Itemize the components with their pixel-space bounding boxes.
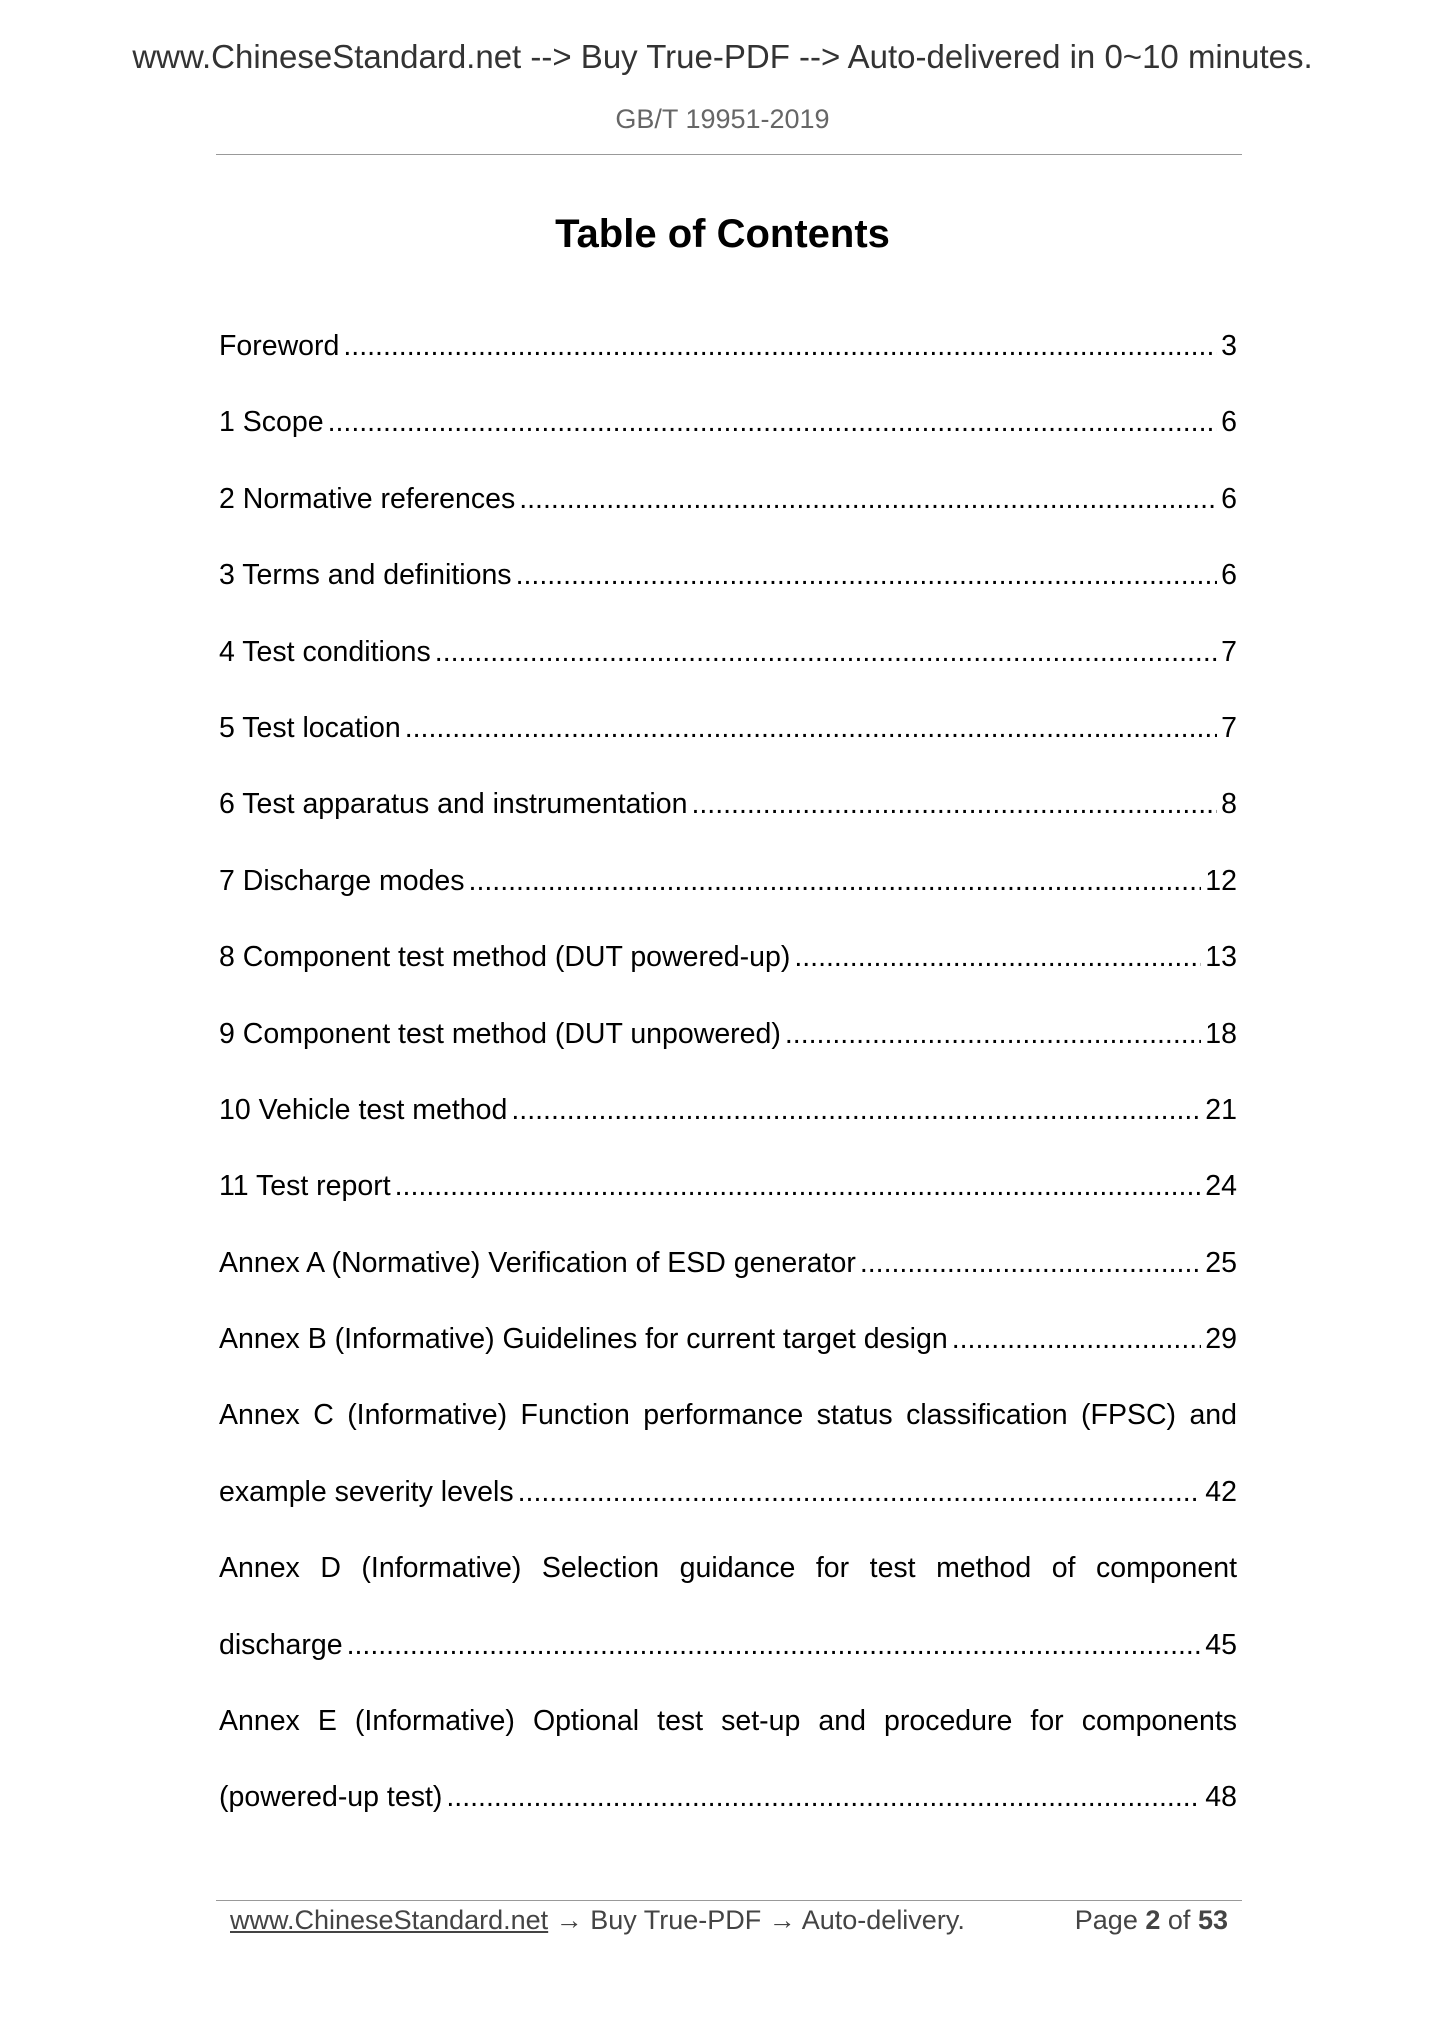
toc-entry-terms-definitions[interactable] (219, 537, 1237, 613)
footer-site-link[interactable]: www.ChineseStandard.net (230, 1905, 549, 1935)
toc-entry-page: 21 (1205, 1093, 1237, 1126)
toc-entry-title: discharge (219, 1628, 343, 1661)
toc-entry-page: 24 (1205, 1170, 1237, 1203)
toc-leader (328, 384, 1218, 460)
toc-entry-page: 6 (1221, 406, 1237, 439)
toc-leader (519, 461, 1217, 537)
footer-divider (216, 1900, 1242, 1901)
toc-entry-normative-references[interactable] (219, 461, 1237, 537)
toc-entry-component-powered[interactable] (219, 919, 1237, 995)
toc-entry-test-conditions[interactable] (219, 614, 1237, 690)
toc-entry-title: 3 Terms and definitions (219, 559, 512, 592)
toc-entry-foreword[interactable] (219, 308, 1237, 384)
toc-entry-title: (powered-up test) (219, 1781, 443, 1814)
toc-entry-page: 29 (1205, 1323, 1237, 1356)
page-of: of (1167, 1905, 1191, 1935)
toc-entry-component-unpowered[interactable] (219, 996, 1237, 1072)
toc-entry-title: Foreword (219, 330, 340, 362)
page-label: Page (1074, 1905, 1138, 1935)
toc-entry-title: 9 Component test method (DUT unpowered) (219, 1017, 781, 1050)
toc-entry-page: 13 (1205, 941, 1237, 974)
standard-code: GB/T 19951-2019 (615, 104, 830, 134)
toc-entry-page: 8 (1221, 788, 1237, 821)
toc-entry-title: 1 Scope (219, 406, 324, 439)
toc-leader (511, 1072, 1201, 1148)
toc-entry-page: 6 (1221, 482, 1237, 515)
toc-entry-page: 7 (1221, 711, 1237, 744)
toc-leader (395, 1148, 1202, 1224)
toc-entry-title: 7 Discharge modes (219, 864, 465, 897)
toc-entry-title: Annex B (Informative) Guidelines for current target design (219, 1323, 948, 1356)
top-banner: www.ChineseStandard.net --> Buy True-PDF --> Auto-delivered in 0~10 minutes. (132, 38, 1313, 75)
toc-entry-title: 4 Test conditions (219, 635, 431, 668)
toc-entry-title: 6 Test apparatus and instrumentation (219, 788, 688, 821)
toc-entry-annex-e-line1[interactable]: Annex E (Informative) Optional test set-up and procedure for components (219, 1705, 1237, 1738)
toc-title: Table of Contents (555, 212, 890, 256)
footer-left (230, 1905, 965, 1936)
toc-leader (691, 766, 1217, 842)
toc-leader (343, 308, 1217, 384)
toc-entry-page: 6 (1221, 559, 1237, 592)
header-divider (216, 154, 1242, 155)
toc-entry-page: 25 (1205, 1246, 1237, 1279)
toc-entry-page: 3 (1221, 330, 1237, 362)
page-total: 53 (1197, 1905, 1228, 1935)
page-number (1075, 1905, 1228, 1936)
page-footer (230, 1905, 1228, 1936)
toc-entry-page: 7 (1221, 635, 1237, 668)
toc-entry-page: 45 (1205, 1628, 1237, 1661)
toc-entry-annex-a[interactable] (219, 1225, 1237, 1301)
toc-entry-page: 48 (1205, 1781, 1237, 1814)
toc-leader (518, 1454, 1202, 1530)
toc-entry-page: 18 (1205, 1017, 1237, 1050)
toc-entry-annex-c-line2[interactable] (219, 1454, 1237, 1530)
toc-entry-title: Annex A (Normative) Verification of ESD generator (219, 1246, 856, 1279)
toc-leader (446, 1759, 1201, 1835)
toc-entry-annex-d-line2[interactable] (219, 1607, 1237, 1683)
toc-entry-title: 8 Component test method (DUT powered-up) (219, 941, 791, 974)
toc-entry-test-location[interactable] (219, 690, 1237, 766)
toc-entry-title: example severity levels (219, 1475, 514, 1508)
toc-entry-annex-b[interactable] (219, 1301, 1237, 1377)
toc-entry-title: 5 Test location (219, 711, 401, 744)
toc-entry-page: 42 (1205, 1475, 1237, 1508)
toc-entry-test-apparatus[interactable] (219, 766, 1237, 842)
toc-entry-page: 12 (1205, 864, 1237, 897)
footer-tagline: → Buy True-PDF → Auto-delivery. (548, 1905, 965, 1935)
toc-entry-discharge-modes[interactable] (219, 843, 1237, 919)
toc-leader (469, 843, 1202, 919)
toc-leader (405, 690, 1217, 766)
toc-entry-annex-d-line1[interactable]: Annex D (Informative) Selection guidance for test method of component (219, 1552, 1237, 1585)
toc-entry-test-report[interactable] (219, 1148, 1237, 1224)
toc-entry-annex-c-line1[interactable]: Annex C (Informative) Function performance status classification (FPSC) and (219, 1399, 1237, 1432)
toc-entry-title: 10 Vehicle test method (219, 1093, 508, 1126)
toc-entry-vehicle-test[interactable] (219, 1072, 1237, 1148)
toc-leader (516, 537, 1218, 613)
toc-leader (347, 1607, 1202, 1683)
toc-entry-scope[interactable] (219, 384, 1237, 460)
page-current: 2 (1145, 1905, 1161, 1935)
toc-entry-title: 11 Test report (219, 1170, 391, 1203)
toc-leader (794, 919, 1201, 995)
toc-leader (860, 1225, 1201, 1301)
toc-leader (435, 614, 1217, 690)
toc-entry-annex-e-line2[interactable] (219, 1759, 1237, 1835)
toc-leader (952, 1301, 1202, 1377)
toc-entry-title: 2 Normative references (219, 482, 516, 515)
table-of-contents (219, 308, 1237, 1836)
toc-leader (785, 996, 1201, 1072)
